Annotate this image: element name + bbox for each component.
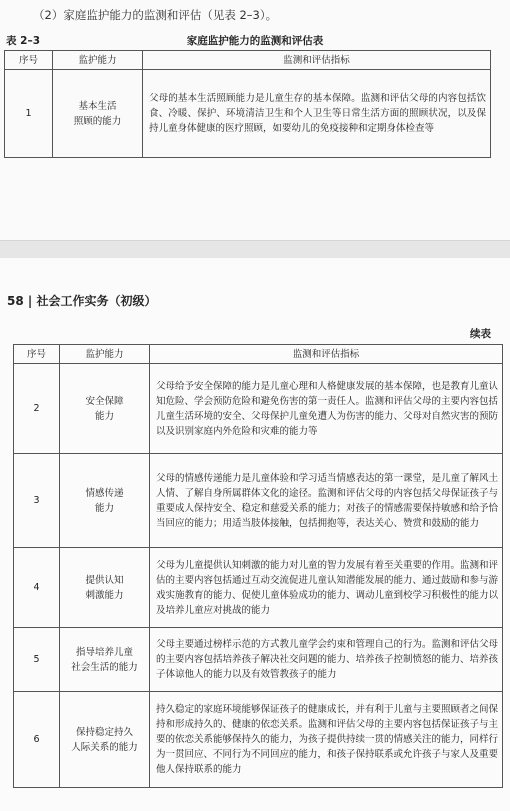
indicator-cell: 父母给予安全保障的能力是儿童心理和人格健康发展的基本保障，也是教育儿童认知危险、学会预防危险和避免伤害的第一责任人。监测和评估父母的主要内容包括儿童生活环境的安全、父母保护儿童免遭人为伤害的能力、父母对自然灾害的预防以及识别家庭内外危险和灾难的能力等 — [150, 364, 503, 454]
indicator-cell: 父母的情感传递能力是儿童体验和学习适当情感表达的第一课堂，是儿童了解风土人情、了解自身所属群体文化的途径。监测和评估父母的内容包括父母保证孩子与重要成人保持安全、稳定和慈爱关系的能力；对孩子的情感需要保持敏感和给予恰当回应的能力；用适当肢体接触，包括拥抱等，表达关心、赞赏和鼓励的能力 — [150, 454, 503, 548]
row-number: 3 — [14, 454, 60, 548]
continued-label: 续表 — [470, 328, 491, 340]
ability-label: 提供认知 刺激能力 — [85, 574, 124, 601]
ability-cell — [60, 364, 150, 454]
table-row — [14, 364, 503, 454]
indicator-cell: 父母的基本生活照顾能力是儿童生存的基本保障。监测和评估父母的内容包括饮食、冷暖、保护、环境清洁卫生和个人卫生等日常生活方面的照顾状况，以及保持儿童身体健康的医疗照顾，如要幼儿的免疫接种和定期身体检查等 — [143, 70, 491, 158]
row-number: 2 — [14, 364, 60, 454]
indicator-cell: 持久稳定的家庭环境能够保证孩子的健康成长，并有利于儿童与主要照顾者之间保持和形成持久的、健康的依恋关系。监测和评估父母的主要内容包括保证孩子与主要的依恋关系能够保持久的能力，为孩子提供持续一贯的情感关注的能力，同样行为一贯回应、不同行为不同回应的能力，和孩子保持联系或允许孩子与家人及重要他人保持联系的能力 — [150, 692, 503, 788]
column-header: 监测和评估指标 — [143, 51, 491, 70]
indicator-cell: 父母主要通过榜样示范的方式教儿童学会约束和管理自己的行为。监测和评估父母的主要内容包括培养孩子解决社交问题的能力、培养孩子控制愤怒的能力、培养孩子体谅他人的能力以及有效管教孩子的能力 — [150, 628, 503, 692]
table-header-row — [14, 345, 503, 364]
table-number: 表 2–3 — [6, 35, 41, 47]
row-number: 1 — [5, 70, 53, 158]
ability-cell — [60, 692, 150, 788]
row-number: 5 — [14, 628, 60, 692]
ability-cell — [60, 548, 150, 628]
column-header: 监护能力 — [53, 51, 143, 70]
table-title: 家庭监护能力的监测和评估表 — [186, 35, 324, 47]
column-header: 序号 — [14, 345, 60, 364]
top-page — [0, 0, 510, 240]
table-row — [14, 628, 503, 692]
column-header: 序号 — [5, 51, 53, 70]
table-header-row — [5, 51, 491, 70]
table-row — [5, 70, 491, 158]
table-row — [14, 454, 503, 548]
column-header: 监护能力 — [60, 345, 150, 364]
monitoring-table-part1 — [4, 50, 491, 158]
ability-label: 指导培养儿童 社会生活的能力 — [71, 646, 138, 673]
table-row — [14, 692, 503, 788]
page-divider — [0, 240, 510, 260]
ability-label: 基本生活 照顾的能力 — [73, 100, 122, 127]
column-header: 监测和评估指标 — [150, 345, 503, 364]
running-header: 58 | 社会工作实务（初级） — [7, 294, 157, 308]
ability-label: 情感传递 能力 — [85, 487, 124, 514]
row-number: 4 — [14, 548, 60, 628]
intro-text: （2）家庭监护能力的监测和评估（见表 2–3）。 — [33, 8, 278, 22]
monitoring-table-part2 — [13, 344, 503, 788]
ability-label: 保持稳定持久 人际关系的能力 — [71, 726, 138, 753]
ability-cell — [60, 628, 150, 692]
indicator-cell: 父母为儿童提供认知刺激的能力对儿童的智力发展有着至关重要的作用。监测和评估的主要内容包括通过互动交流促进儿童认知潜能发展的能力、通过鼓励和参与游戏实施教育的能力、促使儿童体验成功的能力、调动儿童到校学习积极性的能力以及培养儿童应对挑战的能力 — [150, 548, 503, 628]
table-row — [14, 548, 503, 628]
ability-label: 安全保障 能力 — [85, 395, 124, 422]
ability-cell — [60, 454, 150, 548]
ability-cell — [53, 70, 143, 158]
row-number: 6 — [14, 692, 60, 788]
